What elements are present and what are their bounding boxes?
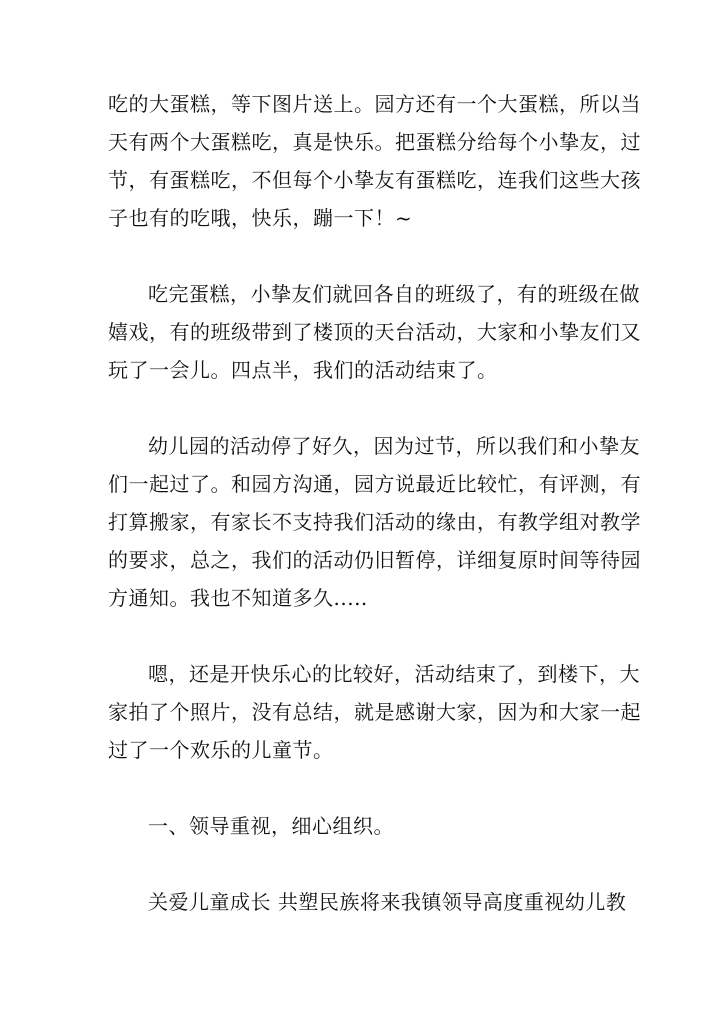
text-line: 子也有的吃哦，快乐，蹦一下！~ [108, 206, 413, 230]
text-line: 关爱儿童成长 共塑民族将来我镇领导高度重视幼儿教 [148, 890, 627, 914]
paragraph-after-cake [108, 275, 641, 389]
text-line: 天有两个大蛋糕吃，真是快乐。把蛋糕分给每个小挚友，过 [108, 130, 641, 154]
text-line: 家拍了个照片，没有总结，就是感谢大家，因为和大家一起 [108, 700, 641, 724]
text-line: 幼儿园的活动停了好久，因为过节，所以我们和小挚友 [148, 434, 640, 458]
paragraph-activity-paused [108, 427, 641, 617]
text-line: 们一起过了。和园方沟通，园方说最近比较忙，有评测，有 [108, 472, 641, 496]
text-line: 吃完蛋糕，小挚友们就回各自的班级了，有的班级在做 [148, 282, 640, 306]
text-line: 打算搬家，有家长不支持我们活动的缘由，有教学组对教学 [108, 510, 641, 534]
text-line: 节，有蛋糕吃，不但每个小挚友有蛋糕吃，连我们这些大孩 [108, 168, 641, 192]
text-line: 吃的大蛋糕，等下图片送上。园方还有一个大蛋糕，所以当 [108, 92, 641, 116]
paragraph-leadership [108, 883, 627, 921]
text-line: 方通知。我也不知道多久..... [108, 586, 368, 610]
section-heading [108, 807, 613, 845]
paragraph-photo [108, 655, 641, 769]
text-line: 一、领导重视，细心组织。 [148, 814, 394, 838]
text-line: 嗯，还是开快乐心的比较好，活动结束了，到楼下，大 [148, 662, 640, 686]
text-line: 玩了一会儿。四点半，我们的活动结束了。 [108, 358, 498, 382]
text-line: 嬉戏，有的班级带到了楼顶的天台活动，大家和小挚友们又 [108, 320, 641, 344]
text-line: 的要求，总之，我们的活动仍旧暂停，详细复原时间等待园 [108, 548, 641, 572]
paragraph-cake [108, 85, 641, 237]
text-line: 过了一个欢乐的儿童节。 [108, 738, 334, 762]
